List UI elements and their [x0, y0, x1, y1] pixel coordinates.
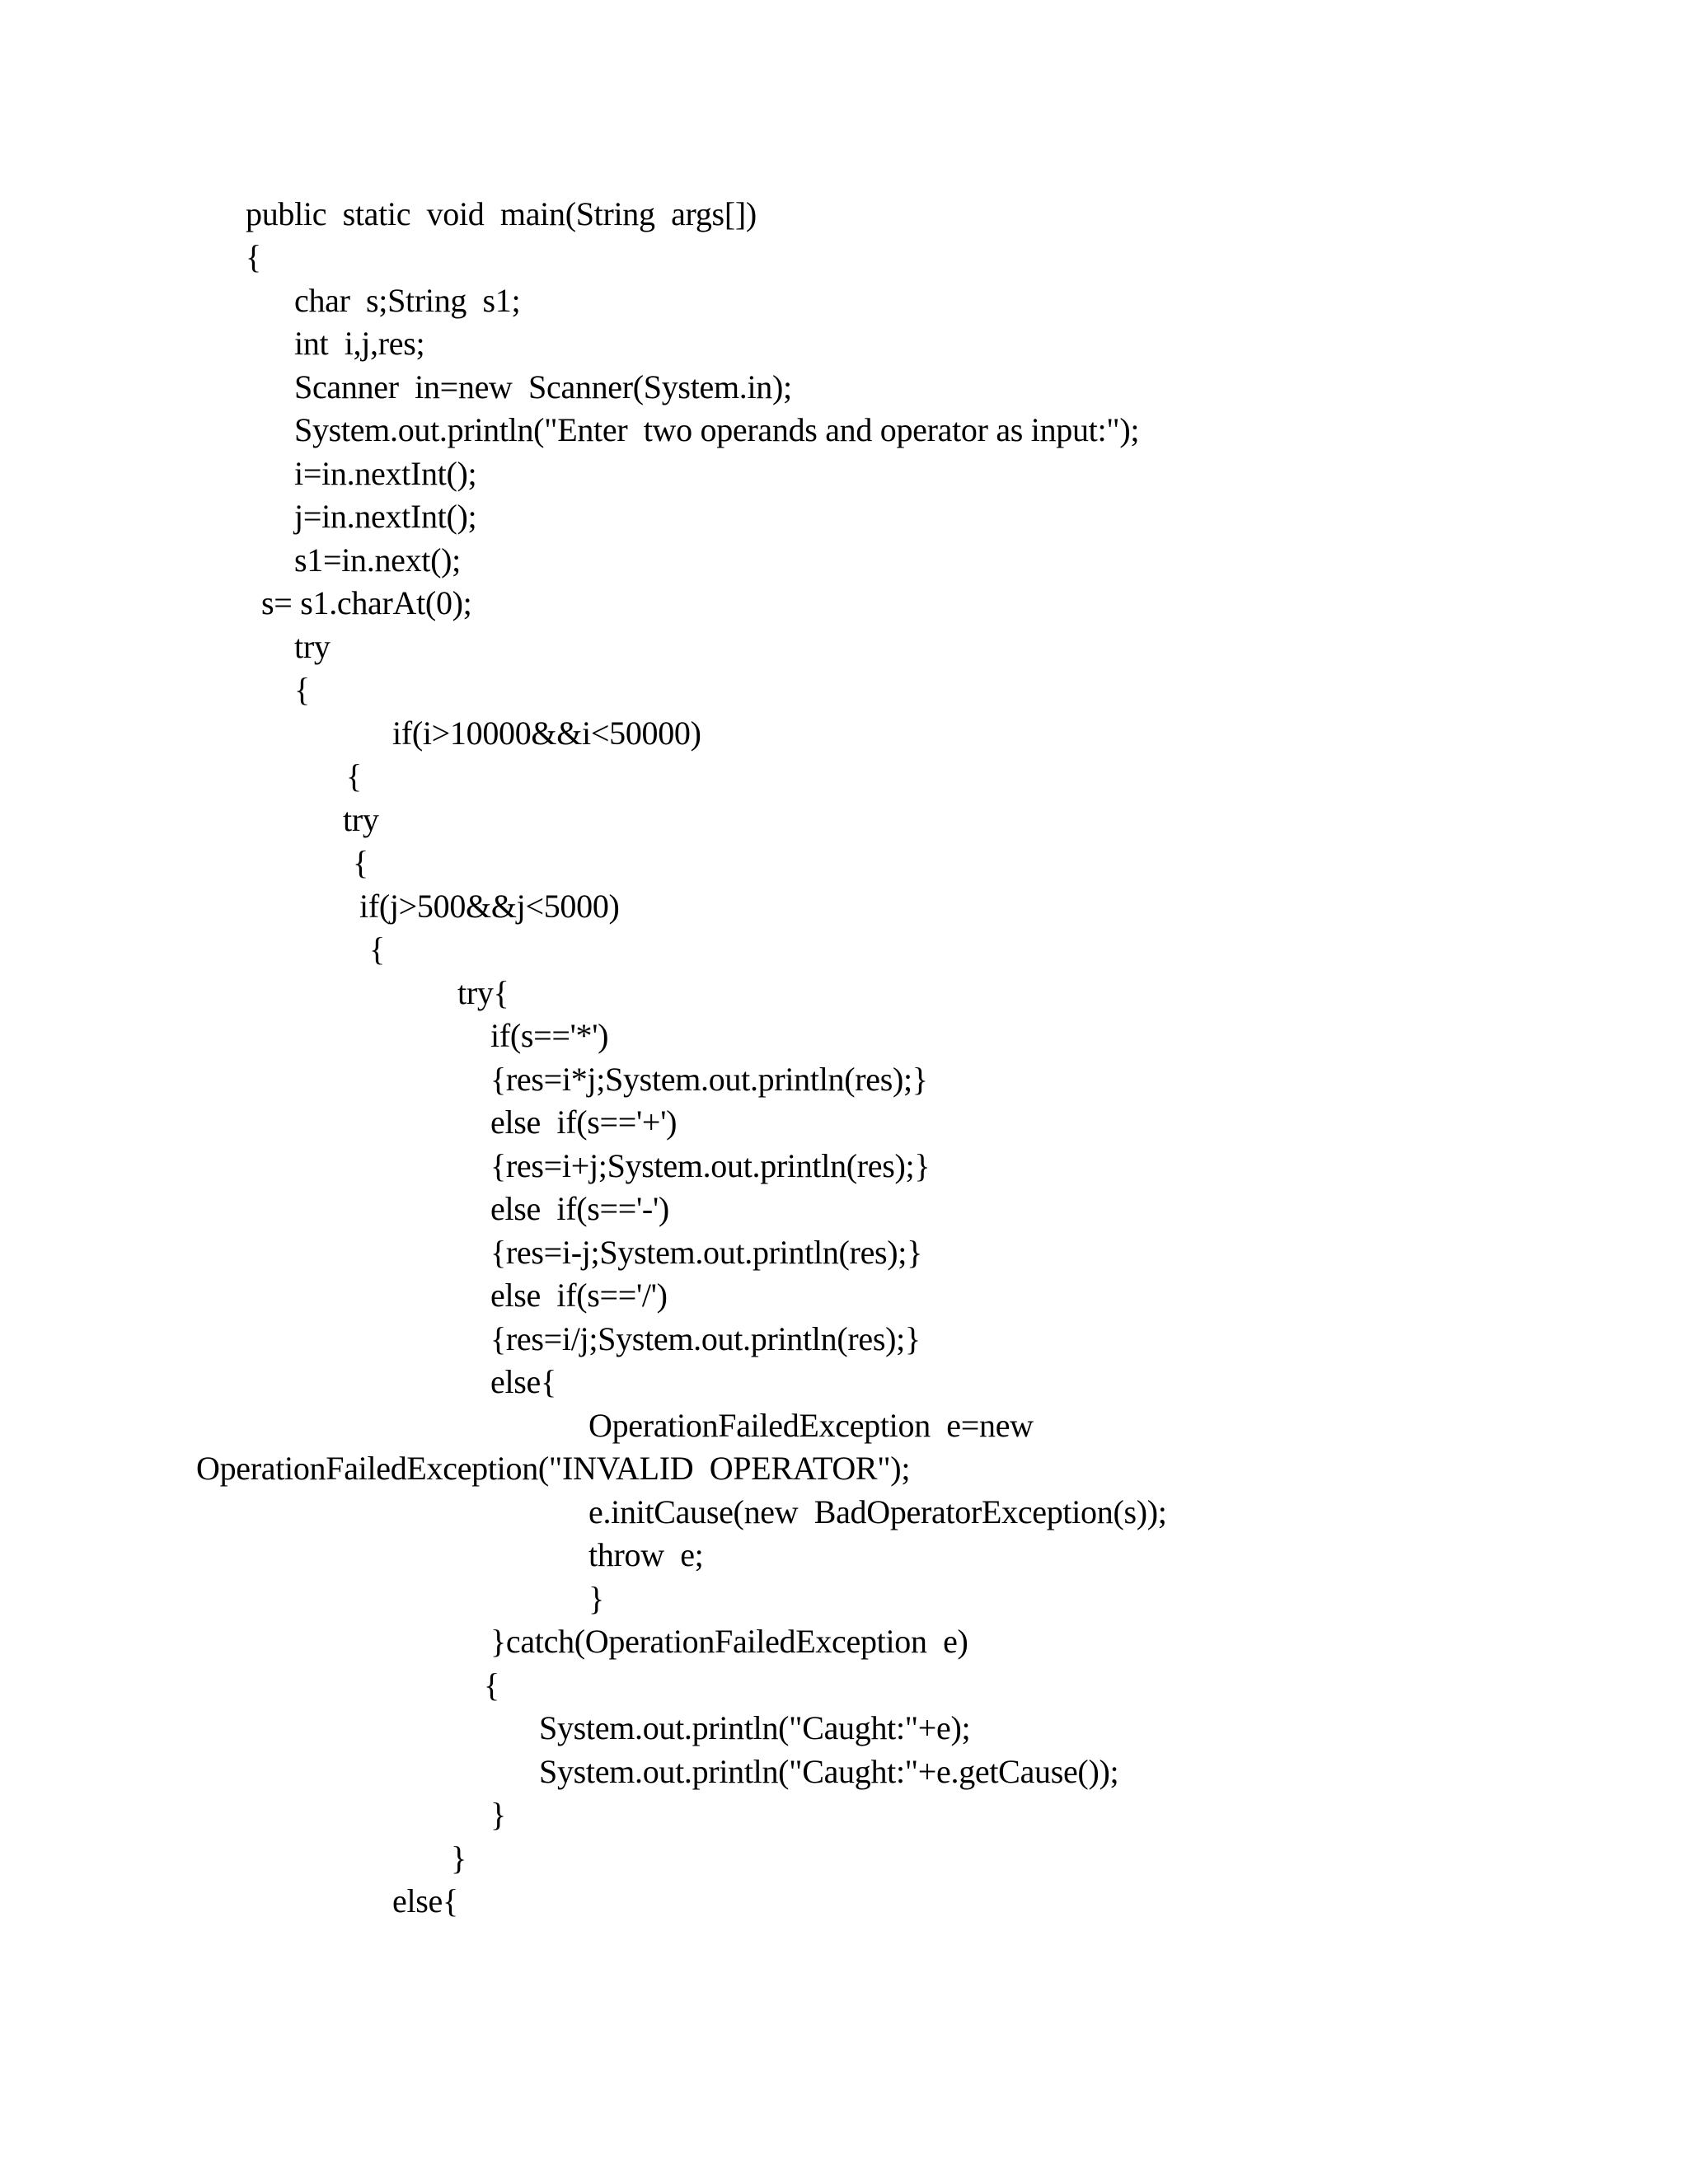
code-line-13: if(i>10000&&i<50000) [392, 715, 701, 752]
code-line-11: try [294, 628, 331, 665]
code-line-29: OperationFailedException e=new [588, 1407, 1034, 1444]
code-line-30: OperationFailedException("INVALID OPERATOR"); [196, 1450, 911, 1487]
code-line-24: else if(s=='-') [490, 1190, 669, 1227]
code-line-6: System.out.println("Enter two operands and operator as input:"); [294, 411, 1140, 448]
code-line-37: System.out.println("Caught:"+e.getCause()); [539, 1753, 1119, 1790]
code-line-32: throw e; [588, 1536, 704, 1573]
code-line-10: s= s1.charAt(0); [261, 584, 472, 621]
code-line-26: else if(s=='/') [490, 1277, 668, 1314]
code-line-5: Scanner in=new Scanner(System.in); [294, 368, 792, 405]
code-line-9: s1=in.next(); [294, 541, 461, 579]
code-line-38: } [490, 1796, 506, 1833]
code-line-40: else{ [392, 1882, 458, 1919]
code-line-28: else{ [490, 1363, 556, 1400]
code-line-35: { [484, 1666, 499, 1704]
code-line-21: {res=i*j;System.out.println(res);} [490, 1061, 928, 1098]
code-line-14: { [346, 757, 362, 794]
code-line-22: else if(s=='+') [490, 1104, 678, 1141]
code-line-39: } [451, 1840, 467, 1877]
code-line-12: { [294, 671, 310, 708]
code-line-19: try{ [457, 974, 509, 1011]
code-line-16: { [353, 844, 368, 881]
code-line-20: if(s=='*') [490, 1017, 609, 1054]
code-line-4: int i,j,res; [294, 325, 425, 362]
code-line-7: i=in.nextInt(); [294, 455, 477, 492]
code-line-8: j=in.nextInt(); [294, 498, 477, 535]
code-line-33: } [588, 1580, 604, 1617]
code-line-25: {res=i-j;System.out.println(res);} [490, 1234, 923, 1271]
code-line-3: char s;String s1; [294, 282, 521, 319]
code-line-18: { [369, 930, 385, 968]
code-line-23: {res=i+j;System.out.println(res);} [490, 1147, 931, 1184]
code-line-34: }catch(OperationFailedException e) [490, 1623, 968, 1660]
code-line-31: e.initCause(new BadOperatorException(s)); [588, 1493, 1167, 1530]
code-line-15: try [343, 801, 379, 838]
code-line-1: public static void main(String args[]) [246, 195, 757, 232]
code-line-36: System.out.println("Caught:"+e); [539, 1709, 971, 1746]
code-line-17: if(j>500&&j<5000) [359, 888, 620, 925]
code-line-2: { [246, 238, 261, 275]
code-line-27: {res=i/j;System.out.println(res);} [490, 1320, 921, 1357]
